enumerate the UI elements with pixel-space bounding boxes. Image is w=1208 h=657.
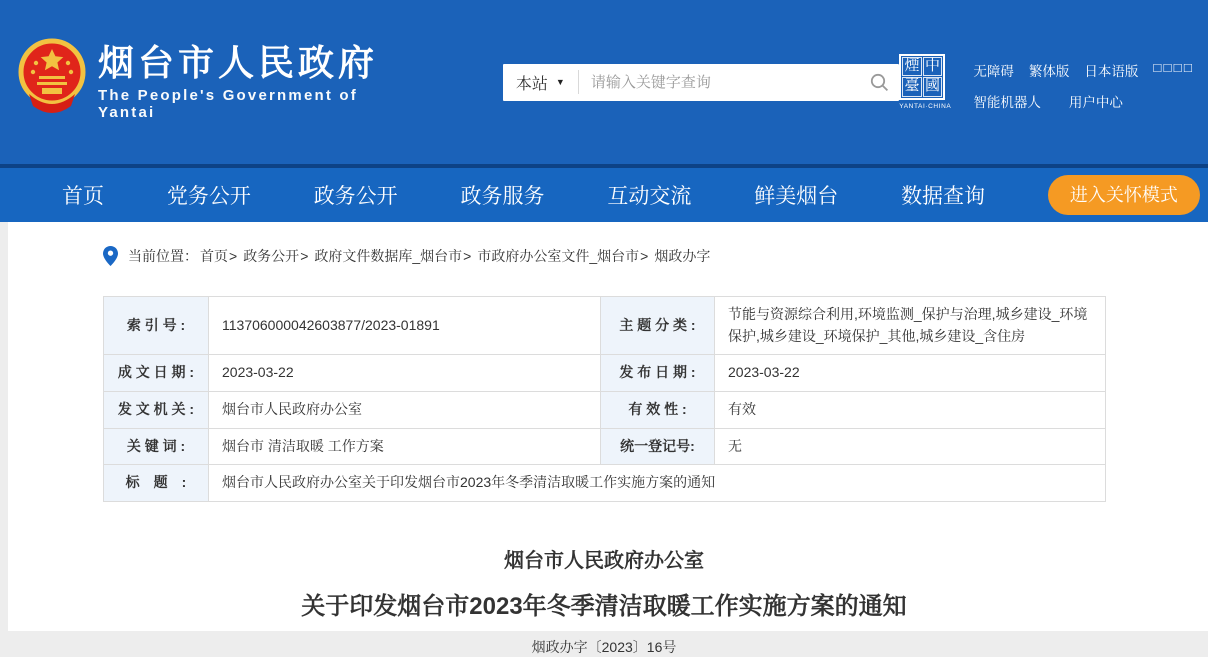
meta-value-written-date: 2023-03-22 (209, 355, 601, 392)
nav-item-government-services[interactable]: 政务服务 (460, 185, 545, 208)
national-emblem-icon (18, 36, 86, 128)
breadcrumb-item-gov-affairs[interactable]: 政务公开 (243, 248, 300, 264)
table-row (104, 355, 1106, 392)
nav-item-fresh-yantai[interactable]: 鲜美烟台 (754, 185, 839, 208)
search-button[interactable] (859, 64, 899, 101)
meta-value-index-number: 113706000042603877/2023-01891 (209, 297, 601, 355)
nav-item-home[interactable]: 首页 (62, 185, 104, 208)
chevron-down-icon: ▼ (555, 77, 565, 87)
meta-value-registration-number: 无 (715, 428, 1106, 465)
document-title-line2: 关于印发烟台市2023年冬季清洁取暖工作实施方案的通知 (301, 593, 907, 621)
link-japanese[interactable]: 日本语版 (1084, 63, 1139, 79)
seal-caption: YANTAI·CHINA (899, 102, 952, 110)
breadcrumb-separator: > (640, 248, 649, 264)
meta-label-issuing-agency: 发 文 机 关 : (104, 392, 209, 429)
seal-box (899, 54, 945, 100)
breadcrumb-separator: > (300, 248, 309, 264)
meta-label-keywords: 关 键 词 : (104, 428, 209, 465)
meta-value-issuing-agency: 烟台市人民政府办公室 (209, 392, 601, 429)
link-traditional-chinese[interactable]: 繁体版 (1028, 63, 1070, 79)
link-user-center[interactable]: 用户中心 (1068, 94, 1123, 110)
seal-char: 煙 (902, 57, 922, 77)
location-pin-icon (103, 246, 118, 266)
meta-value-topic-category: 节能与资源综合利用,环境监测_保护与治理,城乡建设_环境保护,城乡建设_环境保护_其他,城乡建设_含住房 (715, 297, 1106, 355)
table-row (104, 428, 1106, 465)
breadcrumb (103, 246, 1208, 266)
breadcrumb-prefix: 当前位置： (128, 248, 198, 264)
site-header (0, 0, 1208, 164)
breadcrumb-item-office-files[interactable]: 市政府办公室文件_烟台市 (477, 248, 640, 264)
site-title-english: The People's Government of Yantai (98, 86, 358, 121)
meta-label-validity: 有 效 性 : (601, 392, 715, 429)
link-korean[interactable]: □□□□ (1153, 59, 1194, 75)
breadcrumb-item-home[interactable]: 首页 (200, 248, 228, 264)
search-input[interactable] (579, 74, 859, 91)
seal-char: 國 (923, 77, 943, 97)
meta-label-index-number: 索 引 号 : (104, 297, 209, 355)
brand-text (98, 43, 411, 121)
meta-label-registration-number: 统一登记号: (601, 428, 715, 465)
breadcrumb-separator: > (229, 248, 238, 264)
quick-links (973, 54, 1194, 111)
care-mode-button[interactable]: 进入关怀模式 (1048, 175, 1200, 215)
breadcrumb-separator: > (463, 248, 472, 264)
table-row (104, 297, 1106, 355)
document-meta-table (103, 296, 1106, 502)
table-row (104, 465, 1106, 502)
site-brand[interactable] (18, 36, 411, 128)
search-box (503, 64, 899, 101)
search-scope-label: 本站 (515, 75, 548, 93)
meta-value-publish-date: 2023-03-22 (715, 355, 1106, 392)
nav-item-interaction[interactable]: 互动交流 (607, 185, 692, 208)
breadcrumb-item-current[interactable]: 烟政办字 (654, 248, 711, 264)
search-icon (870, 73, 889, 92)
link-smart-robot[interactable]: 智能机器人 (973, 94, 1041, 110)
quick-links-row-1 (973, 60, 1194, 80)
breadcrumb-item-document-db[interactable]: 政府文件数据库_烟台市 (314, 248, 463, 264)
link-accessibility[interactable]: 无障碍 (973, 63, 1014, 79)
main-nav-items (0, 175, 1208, 215)
meta-value-title: 烟台市人民政府办公室关于印发烟台市2023年冬季清洁取暖工作实施方案的通知 (209, 465, 1106, 502)
meta-label-written-date: 成 文 日 期 : (104, 355, 209, 392)
document-title-line1: 烟台市人民政府办公室 (504, 550, 704, 573)
header-right (899, 54, 1194, 111)
search-scope-select[interactable] (503, 71, 578, 94)
quick-links-row-2 (973, 91, 1194, 111)
site-title: 烟台市人民政府 (98, 42, 379, 84)
seal-char: 中 (923, 57, 943, 77)
seal-char: 臺 (902, 77, 922, 97)
document-title-block (103, 544, 1105, 657)
main-nav (0, 164, 1208, 222)
nav-item-data-query[interactable]: 数据查询 (901, 185, 986, 208)
document-number: 烟政办字〔2023〕16号 (531, 639, 677, 656)
meta-value-validity: 有效 (715, 392, 1106, 429)
main-content (8, 222, 1208, 656)
meta-label-title: 标 题 : (104, 465, 209, 502)
table-row (104, 392, 1106, 429)
meta-value-keywords: 烟台市 清洁取暖 工作方案 (209, 428, 601, 465)
nav-item-government-affairs[interactable]: 政务公开 (313, 185, 398, 208)
yantai-china-seal-icon (899, 54, 951, 110)
nav-item-party-affairs[interactable]: 党务公开 (166, 185, 251, 208)
meta-label-topic-category: 主 题 分 类 : (601, 297, 715, 355)
meta-label-publish-date: 发 布 日 期 : (601, 355, 715, 392)
